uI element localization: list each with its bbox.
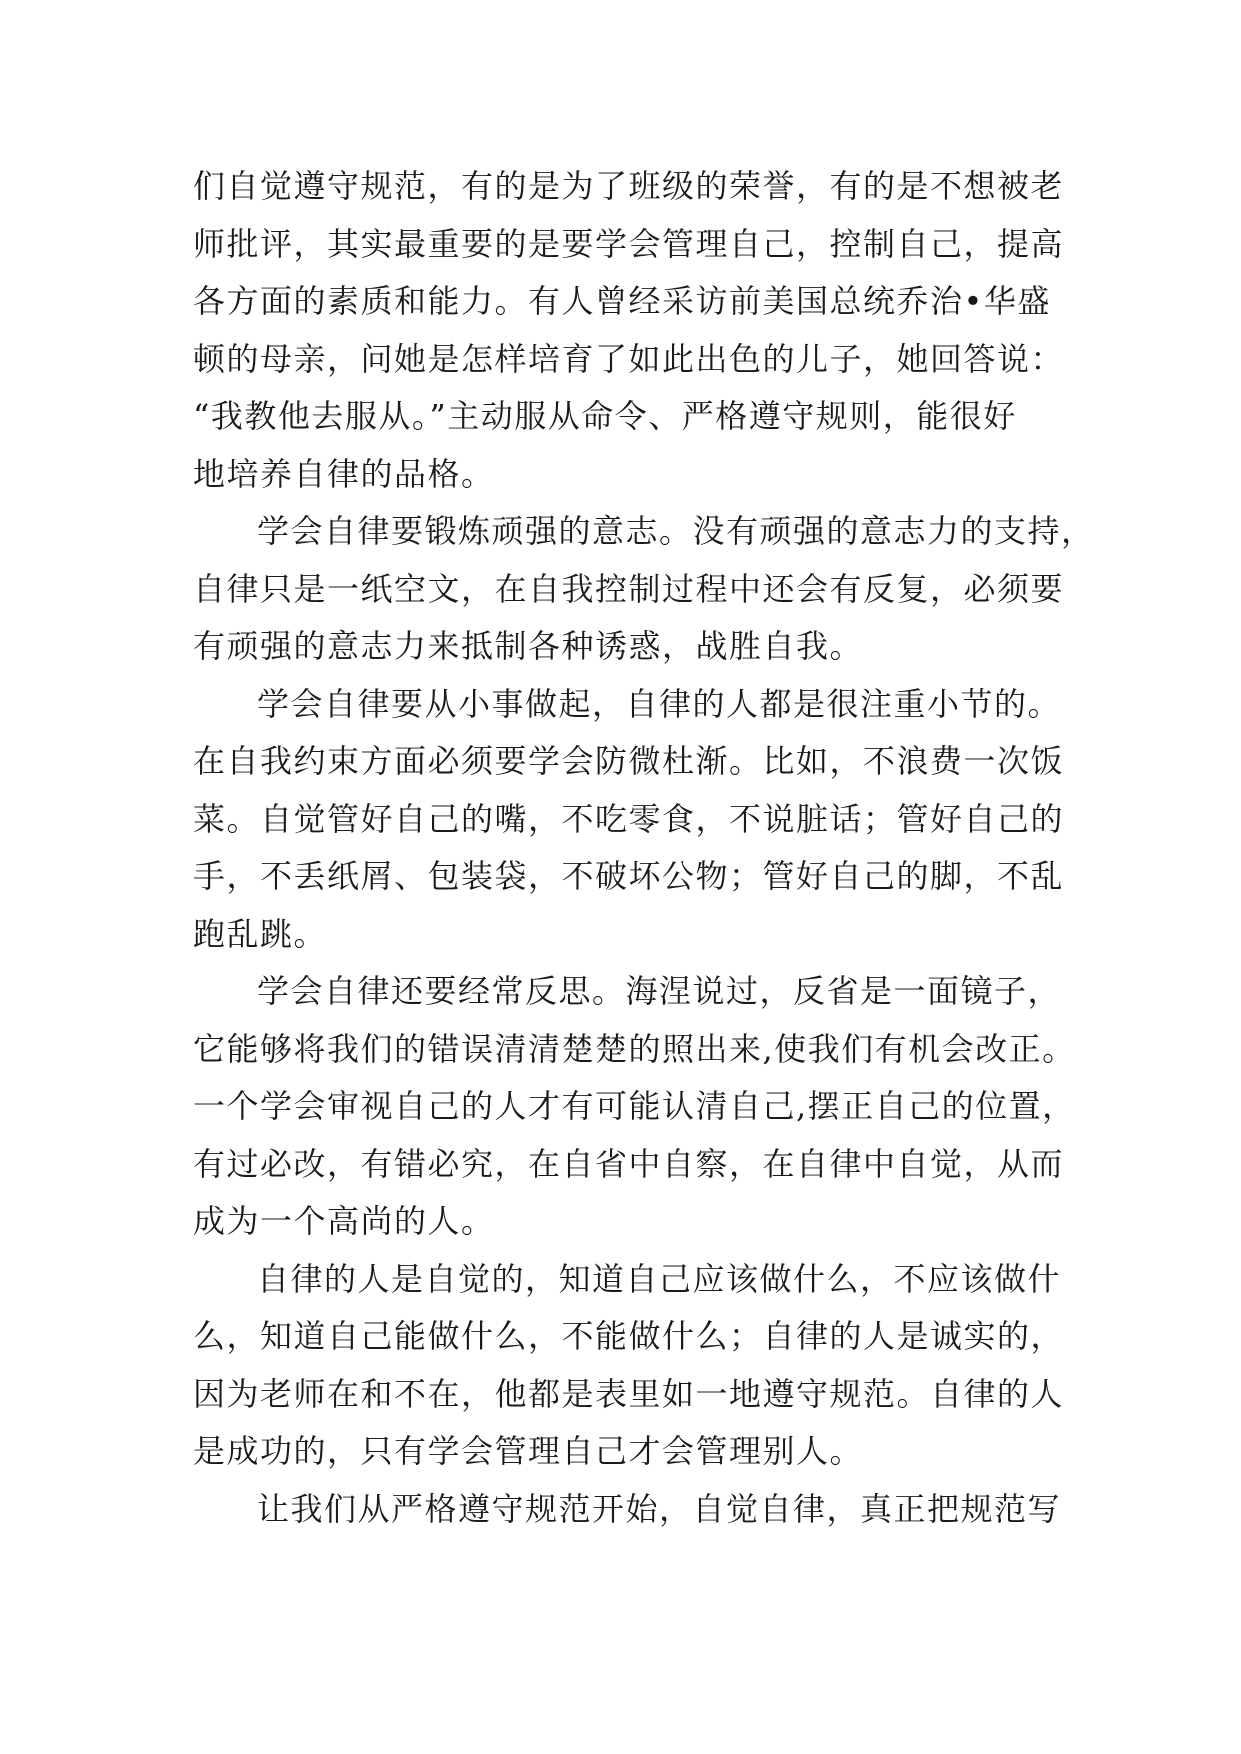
text-line: 各方面的素质和能力。有人曾经采访前美国总统乔治•华盛	[193, 282, 1051, 320]
text-line: 有过必改，有错必究，在自省中自察，在自律中自觉，从而	[193, 1144, 1065, 1183]
text-line: 在自我约束方面必须要学会防微杜渐。比如，不浪费一次饭	[193, 742, 1065, 780]
text-line: 它能够将我们的错误清清楚楚的照出来,使我们有机会改正。	[193, 1029, 1076, 1068]
text-line: 么，知道自己能做什么，不能做什么；自律的人是诚实的，	[193, 1317, 1065, 1355]
paragraph-first-line: 学会自律要从小事做起，自律的人都是很注重小节的。	[257, 684, 1062, 723]
text-line: 是成功的，只有学会管理自己才会管理别人。	[193, 1432, 864, 1470]
paragraph-first-line: 自律的人是自觉的，知道自己应该做什么，不应该做什	[257, 1259, 1062, 1298]
text-line: 顿的母亲，问她是怎样培育了如此出色的儿子，她回答说：	[193, 339, 1065, 378]
text-line: 成为一个高尚的人。	[193, 1202, 495, 1240]
text-line: 自律只是一纸空文，在自我控制过程中还会有反复，必须要	[193, 569, 1065, 608]
paragraph-first-line: 学会自律还要经常反思。海涅说过，反省是一面镜子，	[257, 972, 1062, 1010]
body-text	[193, 158, 1095, 1538]
text-line: 们自觉遵守规范，有的是为了班级的荣誉，有的是不想被老	[193, 167, 1065, 205]
text-line: 跑乱跳。	[193, 914, 328, 953]
text-line: 师批评，其实最重要的是要学会管理自己，控制自己，提高	[193, 224, 1065, 263]
text-line: “我教他去服从。”主动服从命令、严格遵守规则，能很好	[193, 397, 1017, 435]
text-line: 因为老师在和不在，他都是表里如一地遵守规范。自律的人	[193, 1374, 1065, 1413]
text-line: 一个学会审视自己的人才有可能认清自己,摆正自己的位置，	[193, 1087, 1076, 1125]
text-line: 地培养自律的品格。	[193, 454, 495, 493]
text-line: 菜。自觉管好自己的嘴，不吃零食，不说脏话；管好自己的	[193, 799, 1065, 838]
text-line: 有顽强的意志力来抵制各种诱惑，战胜自我。	[193, 627, 864, 665]
text-line: 手，不丢纸屑、包装袋，不破坏公物；管好自己的脚，不乱	[193, 857, 1065, 895]
paragraph-first-line: 学会自律要锻炼顽强的意志。没有顽强的意志力的支持，	[257, 512, 1095, 550]
paragraph-first-line: 让我们从严格遵守规范开始，自觉自律，真正把规范写	[257, 1489, 1062, 1528]
